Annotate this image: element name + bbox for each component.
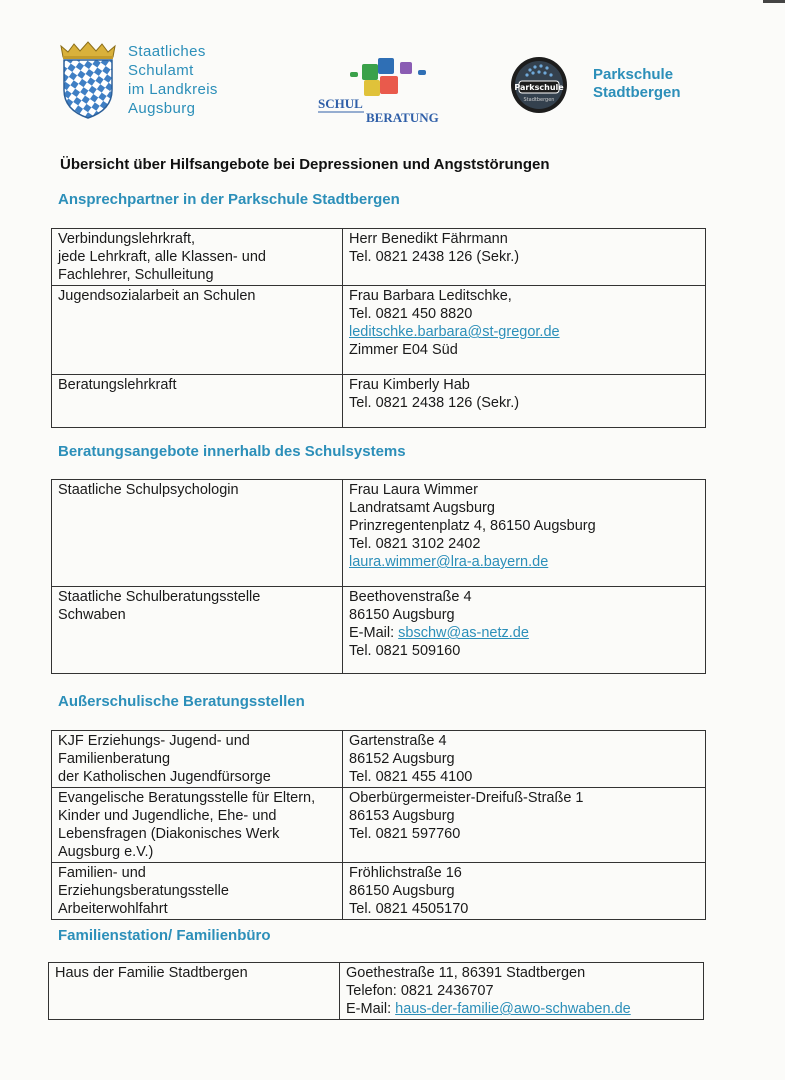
cell-line: Oberbürgermeister-Dreifuß-Straße 1 bbox=[349, 790, 584, 806]
cell-line: Erziehungsberatungsstelle bbox=[58, 883, 229, 899]
cell-line: Tel. 0821 450 8820 bbox=[349, 306, 473, 322]
contact-cell bbox=[343, 375, 706, 428]
table-row bbox=[52, 731, 706, 788]
email-label: E-Mail: bbox=[346, 1001, 396, 1017]
contact-cell bbox=[343, 731, 706, 788]
cell-line: jede Lehrkraft, alle Klassen- und bbox=[58, 249, 266, 265]
cell-line: Tel. 0821 3102 2402 bbox=[349, 536, 481, 552]
cell-line: 86150 Augsburg bbox=[349, 607, 455, 623]
role-cell bbox=[52, 229, 343, 286]
role-cell bbox=[52, 480, 343, 587]
cell-line: 86152 Augsburg bbox=[349, 751, 455, 767]
authority-line: Staatliches bbox=[128, 43, 206, 60]
table-row bbox=[49, 963, 704, 1020]
contact-cell bbox=[343, 286, 706, 375]
cell-line: Familien- und bbox=[58, 865, 146, 881]
cell-line: der Katholischen Jugendfürsorge bbox=[58, 769, 271, 785]
schulberatung-word: BERATUNG bbox=[366, 110, 439, 125]
contact-cell bbox=[343, 863, 706, 920]
cell-line: Tel. 0821 4505170 bbox=[349, 901, 469, 917]
contact-table bbox=[51, 228, 706, 428]
contact-cell bbox=[343, 480, 706, 587]
email-link[interactable]: haus-der-familie@awo-schwaben.de bbox=[395, 1001, 631, 1017]
contact-cell bbox=[343, 788, 706, 863]
role-cell bbox=[52, 375, 343, 428]
cell-line: Beethovenstraße 4 bbox=[349, 589, 472, 605]
cell-line: Prinzregentenplatz 4, 86150 Augsburg bbox=[349, 518, 596, 534]
cell-line: Lebensfragen (Diakonisches Werk bbox=[58, 826, 280, 842]
puzzle-piece-icon bbox=[350, 72, 358, 77]
cell-line: Zimmer E04 Süd bbox=[349, 342, 458, 358]
cell-line: Telefon: 0821 2436707 bbox=[346, 983, 494, 999]
cell-line: Gartenstraße 4 bbox=[349, 733, 447, 749]
cell-line: Frau Barbara Leditschke, bbox=[349, 288, 512, 304]
puzzle-piece-icon bbox=[418, 70, 426, 75]
email-link[interactable]: sbschw@as-netz.de bbox=[398, 625, 529, 641]
cell-line: Landratsamt Augsburg bbox=[349, 500, 495, 516]
table-row bbox=[52, 788, 706, 863]
cell-line: Frau Laura Wimmer bbox=[349, 482, 478, 498]
email-label: E-Mail: bbox=[349, 625, 399, 641]
badge-text: Parkschule bbox=[514, 83, 564, 92]
authority-line: Schulamt bbox=[128, 62, 194, 79]
cell-line: Jugendsozialarbeit an Schulen bbox=[58, 288, 256, 304]
role-cell bbox=[52, 731, 343, 788]
contact-cell bbox=[343, 587, 706, 674]
role-cell bbox=[52, 286, 343, 375]
cell-line: Frau Kimberly Hab bbox=[349, 377, 470, 393]
cell-line: Fröhlichstraße 16 bbox=[349, 865, 462, 881]
school-name-line: Parkschule bbox=[593, 66, 674, 83]
cell-line: Tel. 0821 2438 126 (Sekr.) bbox=[349, 249, 520, 265]
role-cell bbox=[49, 963, 340, 1020]
table-row bbox=[52, 480, 706, 587]
role-cell bbox=[52, 863, 343, 920]
authority-line: Augsburg bbox=[128, 100, 196, 117]
cell-line: Verbindungslehrkraft, bbox=[58, 231, 196, 247]
table-row bbox=[52, 587, 706, 674]
page-title: Übersicht über Hilfsangebote bei Depressionen und Angststörungen bbox=[60, 156, 550, 173]
cell-line: Evangelische Beratungsstelle für Eltern, bbox=[58, 790, 316, 806]
cell-line: Fachlehrer, Schulleitung bbox=[58, 267, 214, 283]
contact-cell bbox=[343, 229, 706, 286]
cell-line: 86150 Augsburg bbox=[349, 883, 455, 899]
bavaria-crest-icon bbox=[58, 40, 118, 120]
table-row bbox=[52, 286, 706, 375]
badge-text: Stadtbergen bbox=[523, 97, 555, 103]
scan-edge-mark bbox=[763, 0, 785, 3]
cell-line: Tel. 0821 509160 bbox=[349, 643, 461, 659]
role-cell bbox=[52, 788, 343, 863]
puzzle-piece-icon bbox=[400, 62, 412, 74]
role-cell bbox=[52, 587, 343, 674]
table-row bbox=[52, 375, 706, 428]
puzzle-piece-icon bbox=[378, 58, 394, 74]
cell-line: Arbeiterwohlfahrt bbox=[58, 901, 168, 917]
section-heading: Beratungsangebote innerhalb des Schulsystems bbox=[58, 443, 406, 460]
table-row bbox=[52, 229, 706, 286]
school-name-line: Stadtbergen bbox=[593, 84, 681, 101]
contact-table bbox=[51, 479, 706, 674]
cell-line: 86153 Augsburg bbox=[349, 808, 455, 824]
contact-cell bbox=[340, 963, 704, 1020]
cell-line: Schwaben bbox=[58, 607, 126, 623]
email-link[interactable]: laura.wimmer@lra-a.bayern.de bbox=[349, 554, 549, 570]
contact-table bbox=[51, 730, 706, 920]
cell-line: Tel. 0821 455 4100 bbox=[349, 769, 473, 785]
section-heading: Familienstation/ Familienbüro bbox=[58, 927, 271, 944]
schulberatung-logo bbox=[316, 46, 444, 128]
section-heading: Ansprechpartner in der Parkschule Stadtbergen bbox=[58, 191, 400, 208]
school-name bbox=[593, 66, 681, 102]
cell-line: Tel. 0821 2438 126 (Sekr.) bbox=[349, 395, 520, 411]
authority-line: im Landkreis bbox=[128, 81, 218, 98]
school-authority-name bbox=[128, 42, 218, 118]
section-heading: Außerschulische Beratungsstellen bbox=[58, 693, 305, 710]
cell-line: Staatliche Schulberatungsstelle bbox=[58, 589, 261, 605]
contact-table bbox=[48, 962, 704, 1020]
parkschule-badge-icon bbox=[510, 56, 568, 114]
cell-line: Kinder und Jugendliche, Ehe- und bbox=[58, 808, 277, 824]
letterhead bbox=[58, 38, 725, 128]
cell-line: Augsburg e.V.) bbox=[58, 844, 154, 860]
cell-line: KJF Erziehungs- Jugend- und bbox=[58, 733, 250, 749]
cell-line: Familienberatung bbox=[58, 751, 171, 767]
cell-line: Staatliche Schulpsychologin bbox=[58, 482, 239, 498]
cell-line: Tel. 0821 597760 bbox=[349, 826, 461, 842]
cell-line: Beratungslehrkraft bbox=[58, 377, 177, 393]
table-row bbox=[52, 863, 706, 920]
puzzle-piece-icon bbox=[380, 76, 398, 94]
schulberatung-word: SCHUL bbox=[318, 96, 363, 111]
puzzle-piece-icon bbox=[364, 80, 380, 96]
email-link[interactable]: leditschke.barbara@st-gregor.de bbox=[349, 324, 560, 340]
cell-line: Goethestraße 11, 86391 Stadtbergen bbox=[346, 965, 586, 981]
cell-line: Haus der Familie Stadtbergen bbox=[55, 965, 248, 981]
cell-line: Herr Benedikt Fährmann bbox=[349, 231, 508, 247]
puzzle-piece-icon bbox=[362, 64, 378, 80]
